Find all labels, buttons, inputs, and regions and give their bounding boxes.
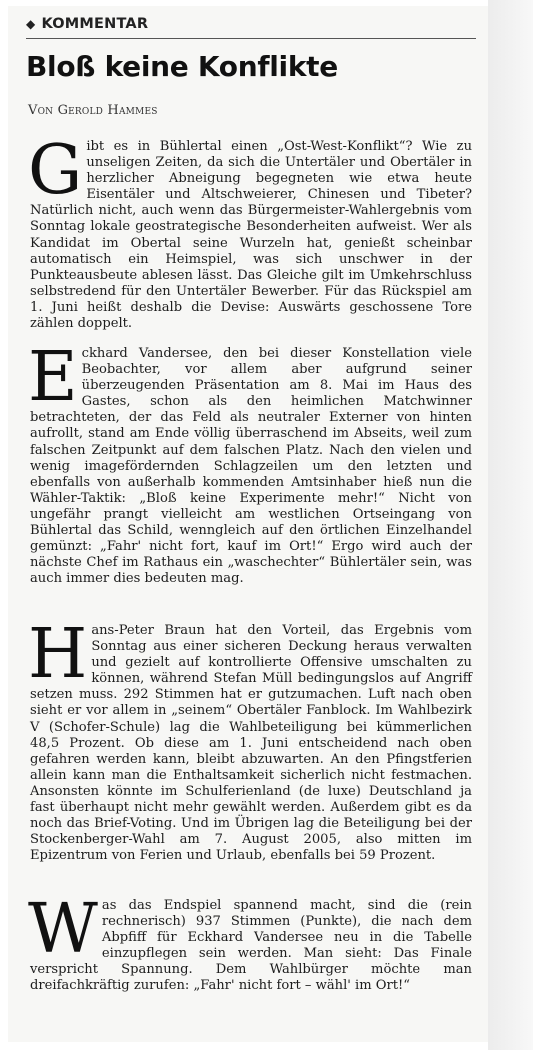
headline: Bloß keine Konflikte bbox=[26, 50, 338, 83]
paragraph-1 bbox=[28, 131, 472, 332]
kicker-label: KOMMENTAR bbox=[41, 16, 149, 32]
diamond-icon: ◆ bbox=[26, 17, 36, 31]
paragraph-text: ans-Peter Braun hat den Vorteil, das Ergebnis vom Sonntag aus einer sicheren Deckung heraus verwalten und gezielt auf kontrollierte Offensive umschalten zu können, während Stefan Müll bedingungslos auf Angriff setzen muss. 292 Stimmen hat er gutzumachen. Luft nach oben sieht er vor allem in „seinem“ Obertäler Fanblock. Im Wahlbezirk V (Schofer-Schule) lag die Wahlbeteiligung bei kümmerlichen 48,5 Prozent. Ob diese am 1. Juni entscheidend nach oben gefahren werden kann, bleibt abzuwarten. An den Pfingstferien allein kann man die Enthaltsamkeit sicherlich nicht festmachen. Ansonsten könnte im Schulferienland (de luxe) Deutschland ja fast überhaupt nicht mehr gewählt werden. Außerdem gibt es da noch das Brief-Voting. Und im Übrigen lag die Beteiligung bei der Stockenberger-Wahl am 7. August 2005, also mitten im Epizentrum von Ferien und Urlaub, ebenfalls bei 59 Prozent. bbox=[30, 623, 472, 864]
section-kicker bbox=[26, 16, 148, 32]
byline: Von Gerold Hammes bbox=[28, 103, 158, 118]
paragraph-4 bbox=[28, 890, 472, 995]
paragraph-text: ckhard Vandersee, den bei dieser Konstellation viele Beobachter, vor allem aber aufgrund seiner überzeugenden Präsentation am 8. Mai im Haus des Gastes, schon als den heimlichen Matchwinner betrachteten, der das Feld als neutraler Externer von hinten aufrollt, stand am Ende völlig überraschend im Abseits, weil zum falschen Zeitpunkt auf dem falschen Platz. Nach den vielen und wenig imagefördernden Schlagzeilen um den letzten und ebenfalls von außerhalb kommenden Amtsinhaber hieß nun die Wähler-Taktik: „Bloß keine Experimente mehr!“ Nicht von ungefähr prangt vielleicht am westlichen Ortseingang von Bühlertal das Schild, wenngleich auf den örtlichen Einzelhandel gemünzt: „Fahr' nicht fort, kauf im Ort!“ Ergo wird auch der nächste Chef im Rathaus ein „waschechter“ Bühlertäler sein, was auch immer dies bedeuten mag. bbox=[30, 346, 472, 587]
paragraph-2 bbox=[28, 338, 472, 587]
paragraph-text: as das Endspiel spannend macht, sind die (rein rechnerisch) 937 Stimmen (Punkte), die nach dem Abpfiff für Eckhard Vandersee neu in die Tabelle einzupflegen sein werden. Man sieht: Das Finale verspricht Spannung. Dem Wahlbürger möchte man dreifachkräftig zurufen: „Fahr' nicht fort – wähl' im Ort!“ bbox=[30, 898, 472, 994]
kicker-rule bbox=[26, 38, 476, 39]
drop-cap: H bbox=[28, 615, 88, 694]
page-edge-shadow bbox=[488, 0, 533, 1050]
drop-cap: G bbox=[28, 131, 83, 210]
drop-cap: E bbox=[28, 338, 78, 417]
paragraph-text: ibt es in Bühlertal einen „Ost-West-Konflikt“? Wie zu unseligen Zeiten, da sich die Untertäler und Obertäler in herzlicher Abneigung begegneten wie etwa heute Eisentäler und Altschweierer, Chinesen und Tibeter? Natürlich nicht, auch wenn das Bürgermeister-Wahlergebnis vom Sonntag lokale geostrategische Besonderheiten aufweist. Wer als Kandidat im Obertal seine Wurzeln hat, genießt scheinbar automatisch ein Heimspiel, was sich unschwer in der Punkteausbeute ablesen lässt. Das Gleiche gilt im Umkehrschluss selbstredend für den Untertäler Bewerber. Für das Rückspiel am 1. Juni heißt deshalb die Devise: Auswärts geschossene Tore zählen doppelt. bbox=[30, 139, 472, 332]
drop-cap: W bbox=[28, 890, 98, 969]
paragraph-3 bbox=[28, 615, 472, 864]
